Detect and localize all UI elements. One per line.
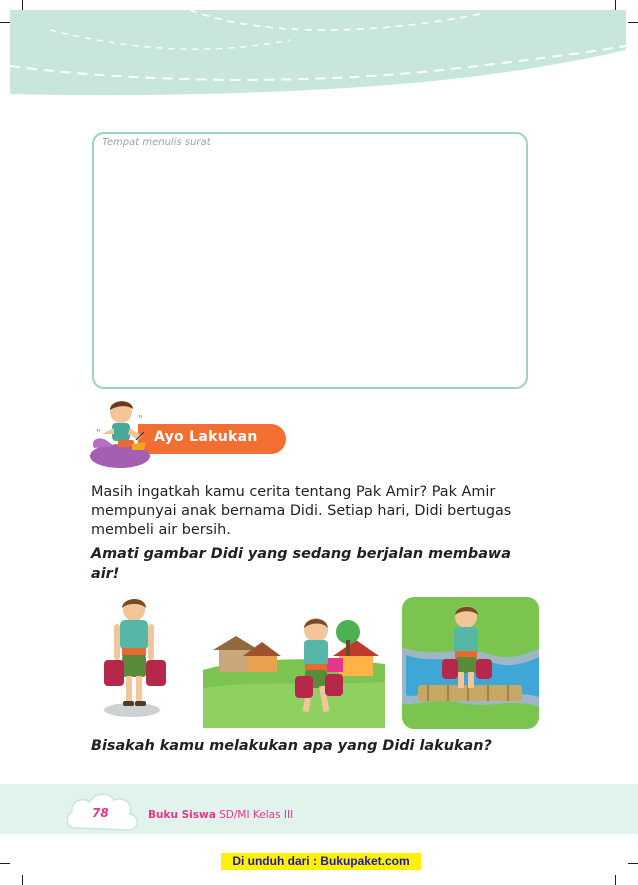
svg-text:": " <box>138 414 143 425</box>
crop-mark <box>22 875 23 885</box>
book-title-suffix: SD/MI Kelas III <box>215 809 294 821</box>
illustration-didi-standing <box>98 594 178 720</box>
crop-mark <box>615 875 616 885</box>
observation-instruction: Amati gambar Didi yang sedang berjalan membawa air! <box>91 546 511 582</box>
page-number: 78 <box>92 806 109 820</box>
story-paragraph: Masih ingatkah kamu cerita tentang Pak Amir? Pak Amir mempunyai anak bernama Didi. Setiap hari, Didi bertugas membeli air bersih. <box>91 484 512 538</box>
book-title <box>148 809 293 821</box>
illustration-didi-bridge <box>402 597 539 729</box>
activity-banner <box>138 424 286 454</box>
letter-box-label: Tempat menulis surat <box>102 137 211 148</box>
letter-writing-box[interactable] <box>92 132 528 389</box>
header-decoration <box>10 10 626 102</box>
book-title-prefix: Buku Siswa <box>148 809 216 821</box>
activity-banner-label: Ayo Lakukan <box>154 429 258 445</box>
download-source-link[interactable]: Di unduh dari : Bukupaket.com <box>221 853 421 870</box>
illustration-didi-village <box>203 600 385 728</box>
reflection-question: Bisakah kamu melakukan apa yang Didi lakukan? <box>91 738 492 754</box>
mascot-boy-icon <box>88 396 158 471</box>
crop-mark <box>0 22 10 23</box>
crop-mark <box>628 22 638 23</box>
crop-mark <box>628 863 638 864</box>
crop-mark <box>0 863 10 864</box>
crop-mark <box>22 0 23 10</box>
svg-text:": " <box>96 428 101 439</box>
crop-mark <box>615 0 616 10</box>
